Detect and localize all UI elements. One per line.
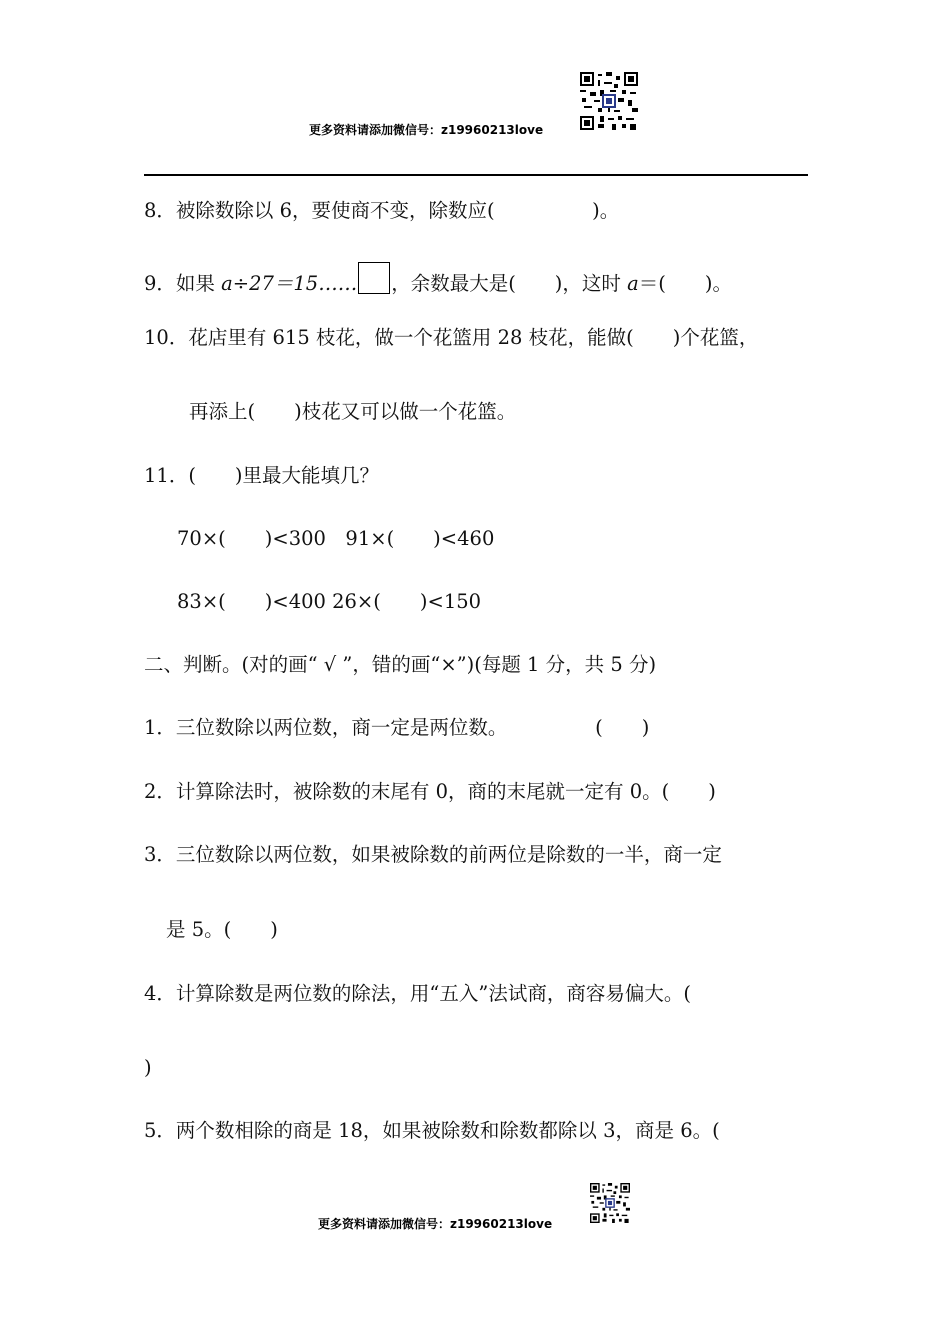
question-11-row1: 70×( )<300 91×( )<460 (177, 527, 495, 550)
question-10: 10．花店里有 615 枝花，做一个花篮用 28 枝花，能做( )个花篮， (144, 326, 759, 349)
judge-4-cont: ) (144, 1056, 152, 1079)
question-9-var: a (627, 272, 639, 295)
question-11-row2: 83×( )<400 26×( )<150 (177, 590, 482, 613)
footer-qr-code-icon (590, 1183, 630, 1223)
judge-3-cont: 是 5。( ) (166, 918, 278, 941)
qr-code-icon (580, 72, 638, 130)
header-divider (144, 174, 808, 176)
question-9-suffix: ＝( )。 (638, 272, 732, 295)
question-11: 11．( )里最大能填几？ (144, 464, 380, 487)
judge-1: 1．三位数除以两位数，商一定是两位数。 ( ) (144, 716, 650, 739)
question-9-prefix: 9．如果 (144, 272, 222, 295)
question-9-middle: ，余数最大是( )，这时 (391, 272, 628, 295)
header-text: 更多资料请添加微信号：z19960213love (309, 123, 544, 137)
judge-4: 4．计算除数是两位数的除法，用“五入”法试商，商容易偏大。( (144, 982, 691, 1005)
remainder-box (358, 262, 390, 294)
judge-2: 2．计算除法时，被除数的末尾有 0，商的末尾就一定有 0。( ) (144, 780, 716, 803)
judge-3: 3．三位数除以两位数，如果被除数的前两位是除数的一半，商一定 (144, 843, 722, 866)
question-9 (144, 262, 732, 294)
judge-5: 5．两个数相除的商是 18，如果被除数和除数都除以 3，商是 6。( (144, 1119, 720, 1142)
section-2-title: 二、判断。(对的画“ √ ”，错的画“×”)(每题 1 分，共 5 分) (144, 653, 657, 676)
question-8: 8．被除数除以 6，要使商不变，除数应( )。 (144, 199, 620, 222)
question-10-cont: 再添上( )枝花又可以做一个花篮。 (189, 400, 517, 423)
footer-text: 更多资料请添加微信号：z19960213love (318, 1217, 553, 1231)
question-9-equation: a÷27＝15…… (221, 272, 358, 295)
